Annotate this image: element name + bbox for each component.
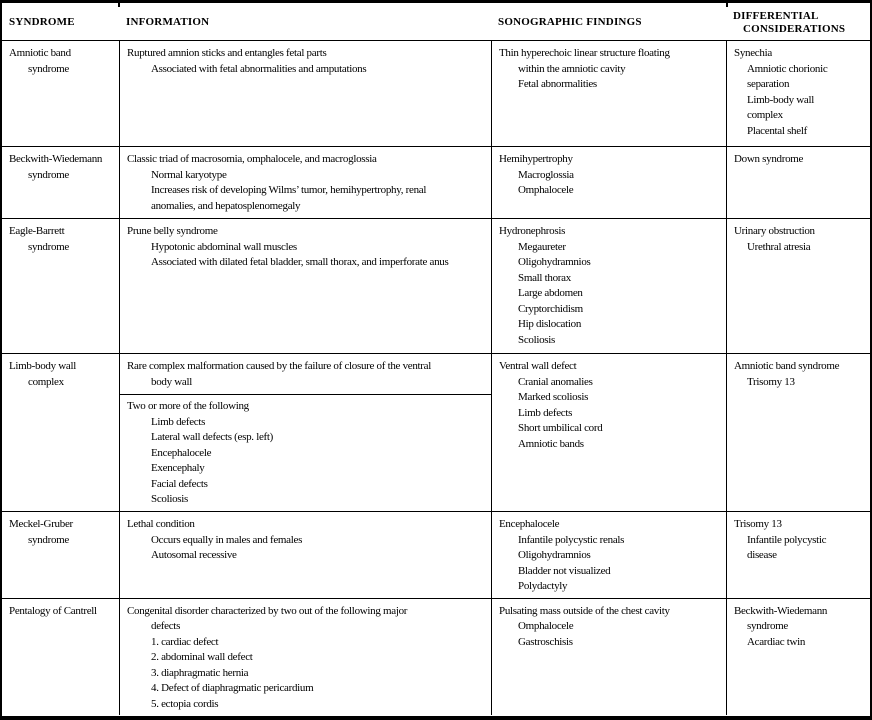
text-line: Normal karyotype (151, 168, 227, 181)
header-sonographic-findings (491, 3, 726, 40)
header-differential-line2: CONSIDERATIONS (743, 22, 846, 35)
text-line: Ruptured amnion sticks and entangles fetal parts (127, 47, 327, 59)
text-line: Autosomal recessive (151, 549, 237, 561)
header-sonographic-findings-label: SONOGRAPHIC FINDINGS (498, 16, 642, 28)
beckwith-wiedemann-syndrome-differential-cell (726, 147, 870, 218)
sonographic-block (499, 517, 722, 595)
sonographic-block (499, 46, 722, 93)
information-block (127, 359, 487, 390)
amniotic-band-syndrome-information-cell (119, 41, 491, 146)
text-line: Eagle-Barrett (9, 225, 65, 237)
text-line: Omphalocele (518, 184, 574, 196)
text-line: Bladder not visualized (518, 564, 611, 577)
information-block (127, 604, 487, 713)
pentalogy-of-cantrell-syndrome-cell (2, 599, 119, 716)
syndrome-block (9, 517, 115, 548)
pentalogy-of-cantrell-differential-cell (726, 599, 870, 716)
text-line: Trisomy 13 (747, 375, 795, 388)
text-line: Amniotic bands (518, 437, 584, 450)
information-block (127, 224, 487, 271)
text-line: defects (151, 620, 181, 632)
information-block (127, 517, 487, 564)
header-information-label: INFORMATION (126, 16, 210, 28)
beckwith-wiedemann-syndrome-sonographic-cell (491, 147, 726, 218)
text-line: Meckel-Gruber (9, 518, 73, 530)
header-differential-considerations (726, 3, 870, 40)
text-line: 4. Defect of diaphragmatic pericardium (151, 682, 314, 694)
meckel-gruber-syndrome-information-cell (119, 512, 491, 598)
text-line: complex (747, 109, 783, 121)
text-line: Macroglossia (518, 168, 574, 181)
text-line: Urethral atresia (747, 240, 811, 253)
differential-block (734, 224, 866, 255)
syndrome-block (9, 224, 115, 255)
text-line: Two or more of the following (127, 400, 249, 412)
text-line: within the amniotic cavity (518, 62, 626, 75)
text-line: Cryptorchidism (518, 302, 583, 315)
text-line: 3. diaphragmatic hernia (151, 666, 249, 679)
text-line: Amniotic band (9, 47, 71, 59)
text-line: Occurs equally in males and females (151, 533, 303, 546)
eagle-barrett-syndrome-differential-cell (726, 219, 870, 353)
text-line: 1. cardiac defect (151, 635, 219, 648)
text-line: Amniotic band syndrome (734, 360, 840, 372)
table-row-amniotic-band-syndrome (2, 40, 870, 146)
text-line: syndrome (28, 240, 69, 253)
sonographic-block (499, 604, 722, 651)
text-line: Polydactyly (518, 580, 568, 592)
header-syndrome (2, 3, 119, 40)
text-line: body wall (151, 375, 192, 388)
text-line: Exencephaly (151, 462, 205, 474)
text-line: Limb-body wall (9, 360, 76, 372)
text-line: Oligohydramnios (518, 256, 591, 268)
differential-block (734, 46, 866, 139)
text-line: Associated with dilated fetal bladder, small thorax, and imperforate anus (151, 256, 449, 268)
differential-block (734, 517, 866, 564)
limb-body-wall-complex-sonographic-cell (491, 354, 726, 511)
text-line: Urinary obstruction (734, 225, 815, 237)
text-line: Omphalocele (518, 620, 574, 632)
amniotic-band-syndrome-differential-cell (726, 41, 870, 146)
text-line: Hydronephrosis (499, 225, 566, 237)
beckwith-wiedemann-syndrome-information-cell (119, 147, 491, 218)
meckel-gruber-syndrome-syndrome-cell (2, 512, 119, 598)
text-line: Increases risk of developing Wilms’ tumor, hemihypertrophy, renal (151, 184, 427, 196)
text-line: syndrome (28, 168, 69, 181)
text-line: Small thorax (518, 271, 571, 284)
text-line: syndrome (747, 620, 788, 632)
text-line: Infantile polycystic renals (518, 533, 625, 546)
differential-block (734, 152, 866, 168)
column-divider-tick (726, 3, 728, 7)
text-line: Lethal condition (127, 518, 195, 530)
eagle-barrett-syndrome-syndrome-cell (2, 219, 119, 353)
syndrome-block (9, 359, 115, 390)
text-line: Short umbilical cord (518, 422, 603, 434)
text-line: complex (28, 375, 64, 388)
limb-body-wall-complex-information-cell (119, 354, 491, 511)
header-syndrome-label: SYNDROME (9, 16, 75, 28)
text-line: Encephalocele (499, 518, 560, 530)
text-line: Limb defects (518, 406, 573, 419)
limb-body-wall-complex-syndrome-cell (2, 354, 119, 511)
text-line: Down syndrome (734, 153, 804, 165)
table-row-pentalogy-of-cantrell (2, 598, 870, 716)
header-information (119, 3, 491, 40)
table-row-limb-body-wall-complex (2, 353, 870, 511)
text-line: Ventral wall defect (499, 360, 577, 372)
text-line: Associated with fetal abnormalities and amputations (151, 62, 367, 75)
text-line: Acardiac twin (747, 635, 806, 648)
text-line: disease (747, 549, 777, 561)
text-line: anomalies, and hepatosplenomegaly (151, 199, 301, 212)
text-line: Synechia (734, 47, 772, 59)
text-line: Large abdomen (518, 287, 583, 299)
amniotic-band-syndrome-sonographic-cell (491, 41, 726, 146)
amniotic-band-syndrome-syndrome-cell (2, 41, 119, 146)
syndrome-block (9, 152, 115, 183)
text-line: Pentalogy of Cantrell (9, 604, 97, 617)
text-line: Scoliosis (518, 333, 556, 346)
text-line: Pulsating mass outside of the chest cavity (499, 604, 670, 617)
differential-block (734, 359, 866, 390)
text-line: Fetal abnormalities (518, 78, 597, 90)
text-line: Limb defects (151, 415, 206, 428)
eagle-barrett-syndrome-sonographic-cell (491, 219, 726, 353)
column-divider-tick (118, 3, 120, 7)
text-line: Amniotic chorionic (747, 62, 828, 75)
sonographic-block (499, 224, 722, 348)
text-line: Facial defects (151, 477, 208, 490)
text-line: Cranial anomalies (518, 375, 593, 388)
text-line: Hypotonic abdominal wall muscles (151, 240, 297, 253)
beckwith-wiedemann-syndrome-syndrome-cell (2, 147, 119, 218)
text-line: Prune belly syndrome (127, 225, 218, 237)
meckel-gruber-syndrome-differential-cell (726, 512, 870, 598)
table-row-beckwith-wiedemann-syndrome (2, 146, 870, 218)
pentalogy-of-cantrell-information-cell (119, 599, 491, 716)
differential-block (734, 604, 866, 651)
text-line: Limb-body wall (747, 93, 814, 106)
text-line: Beckwith-Wiedemann (734, 604, 828, 617)
text-line: Congenital disorder characterized by two out of the following major (127, 604, 408, 617)
text-line: Lateral wall defects (esp. left) (151, 431, 274, 443)
information-block (120, 394, 491, 508)
text-line: Scoliosis (151, 493, 189, 505)
syndrome-block (9, 46, 115, 77)
text-line: syndrome (28, 533, 69, 546)
text-line: Megaureter (518, 240, 566, 253)
text-line: Beckwith-Wiedemann (9, 153, 103, 165)
text-line: Thin hyperechoic linear structure floating (499, 47, 670, 59)
information-block (127, 46, 487, 77)
text-line: Hemihypertrophy (499, 153, 573, 165)
text-line: Encephalocele (151, 446, 212, 459)
header-differential-line1: DIFFERENTIAL (733, 9, 819, 22)
syndrome-block (9, 604, 115, 620)
sonographic-block (499, 359, 722, 452)
information-block (127, 152, 487, 214)
text-line: Placental shelf (747, 124, 807, 137)
table-row-meckel-gruber-syndrome (2, 511, 870, 598)
text-line: separation (747, 78, 790, 90)
text-line: Gastroschisis (518, 635, 573, 648)
text-line: 2. abdominal wall defect (151, 651, 253, 663)
text-line: Infantile polycystic (747, 533, 827, 546)
table-header-row (2, 3, 870, 40)
text-line: Oligohydramnios (518, 549, 591, 561)
text-line: syndrome (28, 62, 69, 75)
table-body (2, 40, 870, 715)
text-line: 5. ectopia cordis (151, 697, 219, 710)
text-line: Trisomy 13 (734, 518, 782, 530)
text-line: Marked scoliosis (518, 391, 589, 403)
text-line: Classic triad of macrosomia, omphalocele, and macroglossia (127, 153, 377, 165)
text-line: Hip dislocation (518, 318, 582, 330)
sonographic-block (499, 152, 722, 199)
limb-body-wall-complex-differential-cell (726, 354, 870, 511)
text-line: Rare complex malformation caused by the failure of closure of the ventral (127, 360, 432, 372)
pentalogy-of-cantrell-sonographic-cell (491, 599, 726, 716)
meckel-gruber-syndrome-sonographic-cell (491, 512, 726, 598)
eagle-barrett-syndrome-information-cell (119, 219, 491, 353)
table-row-eagle-barrett-syndrome (2, 218, 870, 353)
